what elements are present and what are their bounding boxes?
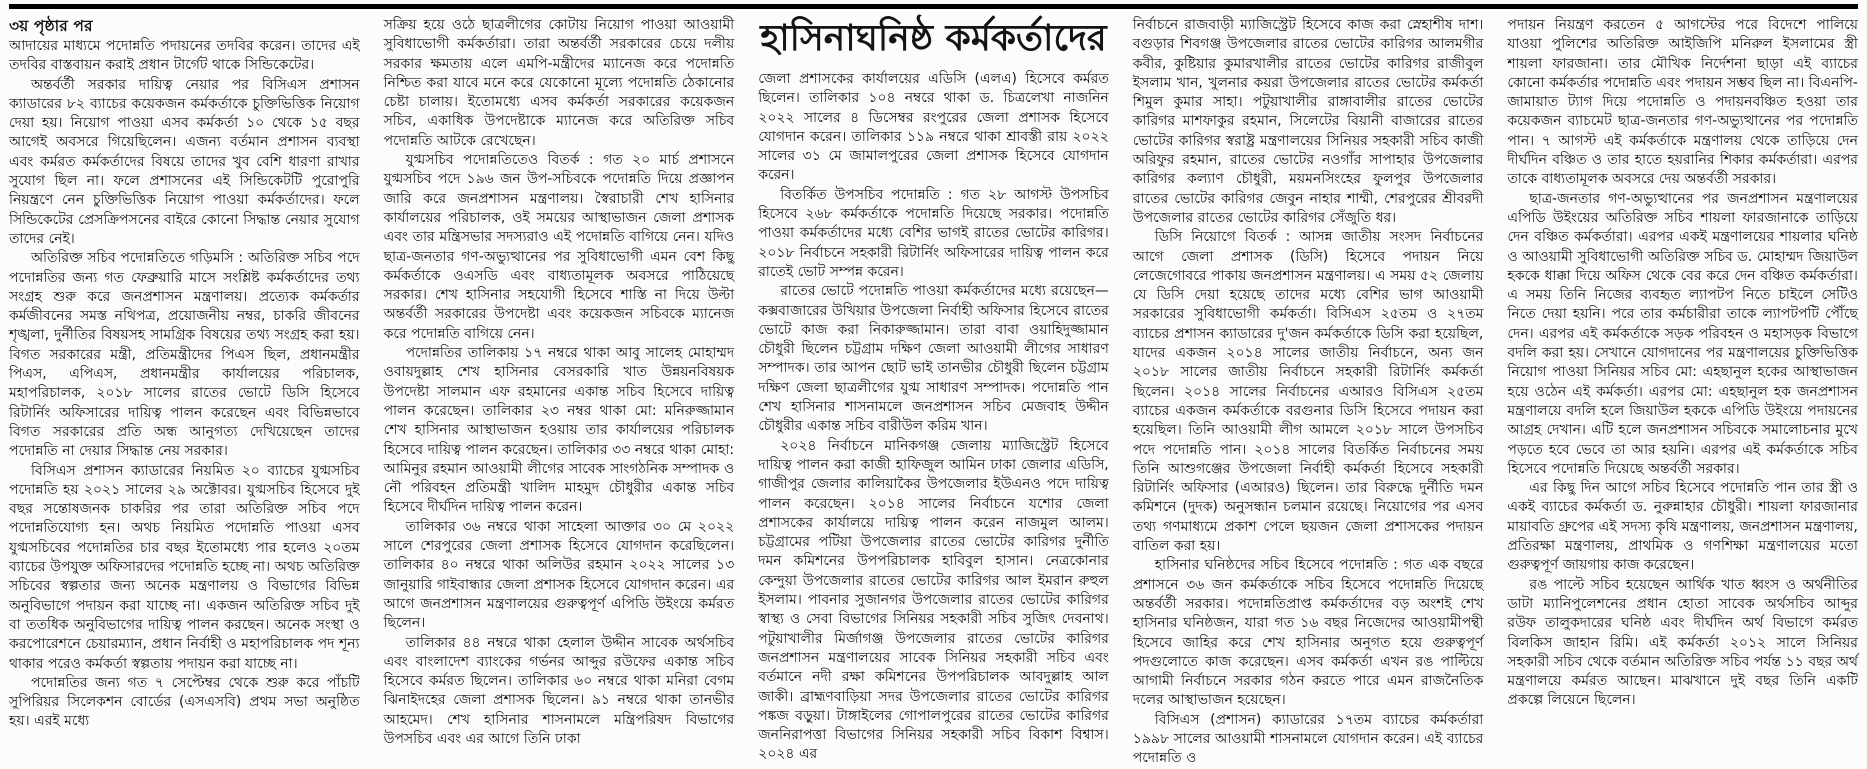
paragraph: ডিসি নিয়োগে বিতর্ক : আসন্ন জাতীয় সংসদ নির্বাচনের আগে জেলা প্রশাসক (ডিসি) হিসেবে পদায়ন নিয়ে লেজেগোবরে পাকায় জনপ্রশাসন মন্ত্রণালয়। এ সময় ৫২ জেলায় যে ডিসি দেয়া হয়েছে তাদের মধ্যে বেশির ভাগ আওয়ামী সরকারের সুবিধাভোগী কর্মকর্তা। বিসিএস ২৫তম ও ২৭তম ব্যাচের প্রশাসন ক্যাডারের দু'জন কর্মকর্তাকে ডিসি করা হয়েছিল, যাদের একজন ২০১৪ সালের জাতীয় নির্বাচনে, অন্য জন ২০১৮ সালের জাতীয় নির্বাচনে সহকারী রিটার্নিং কর্মকর্তা ছিলেন। ২০১৪ সালের নির্বাচনের এআরও বিসিএস ২৫তম ব্যাচের একজন কর্মকর্তাকে বরগুনার ডিসি হিসেবে পদায়ন করা হয়েছিল। তিনি আওয়ামী লীগ আমলে ২০১৮ সালে উপসচিব পদে পদোন্নতি পান। ২০১৪ সালের বিতর্কিত নির্বাচনের সময় তিনি আশুগঞ্জের উপজেলা নির্বাহী কর্মকর্তা হিসেবে সহকারী রিটার্নিং অফিসার (এআরও) ছিলেন। তার বিরুদ্ধে দুর্নীতি দমন কমিশনে (দুদক) অনুসন্ধান চলমান রয়েছে। নিয়োগের পর এসব তথ্য গণমাধ্যমে প্রকাশ পেলে ছয়জন জেলা প্রশাসকের পদায়ন বাতিল করা হয়। — [1132, 229, 1484, 555]
column-3 — [758, 16, 1109, 765]
article-headline: হাসিনাঘনিষ্ঠ কর্মকর্তাদের — [760, 18, 1107, 59]
top-rule-divider — [9, 4, 1858, 9]
paragraph: রঙ পাল্টে সচিব হয়েছেন আর্থিক খাত ধ্বংস ও অর্থনীতির ডাটা ম্যানিপুলেশনের প্রধান হোতা সাবেক অর্থসচিব আব্দুর রউফ তালুকদারের ঘনিষ্ঠ এবং দীর্ঘদিন অর্থ বিভাগে কর্মরত বিলকিস জাহান রিমি। এই কর্মকর্তা ২০১২ সালে সিনিয়র সহকারী সচিব থেকে বর্তমান অতিরিক্ত সচিব পর্যন্ত ১১ বছর অর্থ মন্ত্রণালয়ে কর্মরত আছেন। মাঝখানে দুই বছর তিনি একটি প্রকল্পে লিয়েনে ছিলেন। — [1507, 576, 1858, 709]
paragraph: সক্রিয় হয়ে ওঠে ছাত্রলীগের কোটায় নিয়োগ পাওয়া আওয়ামী সুবিধাভোগী কর্মকর্তারা। তারা অন্তর্বর্তী সরকারের চেয়ে দলীয় সরকার ক্ষমতায় এলে এমপি-মন্ত্রীদের ম্যানেজ করে পদোন্নতি নিশ্চিত করা যাবে মনে করে যেকোনো মূল্যে পদোন্নতি ঠেকানোর চেষ্টা চালায়। ইতোমধ্যে এসব কর্মকর্তা সরকারের কয়েকজন সচিব, একাধিক উপদেষ্টাকে ম্যানেজ করে অতিরিক্ত সচিব পদোন্নতি আটকে রেখেছেন। — [383, 17, 735, 149]
column-4 — [1133, 16, 1484, 769]
paragraph: বিসিএস (প্রশাসন) ক্যাডারের ১৭তম ব্যাচের কর্মকর্তারা ১৯৯৮ সালের আওয়ামী শাসনামলে যোগদান করেন। এই ব্যাচের পদোন্নতি ও — [1132, 711, 1484, 767]
paragraph: বিসিএস প্রশাসন ক্যাডারের নিয়মিত ২০ ব্যাচের যুগ্মসচিব পদোন্নতি হয় ২০২১ সালের ২৯ অক্টোবর। যুগ্মসচিব হিসেবে দুই বছর সন্তোষজনক চাকরির পর তারা অতিরিক্ত সচিব পদে পদোন্নতিযোগ্য হন। অথচ নিয়মিত পদোন্নতি পাওয়া এসব যুগ্মসচিবের পদোন্নতির চার বছর ইতোমধ্যে পার হলেও ২০তম ব্যাচের উপযুক্ত অফিসারদের পদোন্নতি হচ্ছে না। অথচ অতিরিক্ত সচিবের স্বল্পতার জন্য অনেক মন্ত্রণালয় ও বিভাগের বিভিন্ন অনুবিভাগে পদায়ন করা যাচ্ছে না। একজন অতিরিক্ত সচিব দুই বা ততধিক অনুবিভাগের দায়িত্ব পালন করছেন। অনেক সংস্থা ও করপোরেশনে চেয়ারম্যান, প্রধান নির্বাহী ও মহাপরিচালক পদ শূন্য থাকার পরেও কর্মকর্তা স্বল্পতায় পদায়ন করা যাচ্ছে না। — [9, 462, 360, 672]
paragraph: তালিকার ৪৪ নম্বরে থাকা হেলাল উদ্দীন সাবেক অর্থসচিব এবং বাংলাদেশ ব্যাংকের গর্ভনর আব্দুর রউফের একান্ত সচিব হিসেবে কর্মরত ছিলেন। তালিকার ৬০ নম্বরে থাকা মনিরা বেগম ঝিনাইদহের জেলা প্রশাসক ছিলেন। ৯১ নম্বরে থাকা তানভীর আহমেদ। শেখ হাসিনার শাসনামলে মন্ত্রিপরিষদ বিভাগের উপসচিব এবং এর আগে তিনি ঢাকা — [383, 634, 735, 747]
column-2 — [384, 16, 735, 749]
column-5 — [1507, 16, 1858, 711]
paragraph: রাতের ভোটে পদোন্নতি পাওয়া কর্মকর্তাদের মধ্যে রয়েছেন— কক্সবাজারের উখিয়ার উপজেলা নির্বাহী অফিসার হিসেবে রাতের ভোটে কাজ করা নিকারুজ্জামান। তারা বাবা ওয়াহিদুজ্জামান চৌধুরী ছিলেন চট্টগ্রাম দক্ষিণ জেলা আওয়ামী লীগের সাধারণ সম্পাদক। তার আপন ছোট ভাই তানভীর চৌধুরী ছিলেন চট্টগ্রাম দক্ষিণ জেলা ছাত্রলীগের যুগ্ম সাধারণ সম্পাদক। পদোন্নতি পান শেখ হাসিনার শাসনামলে জনপ্রশাসন সচিব মেজবাহ উদ্দীন চৌধুরীর একান্ত সচিব বারীউল করিম খান। — [758, 283, 1109, 435]
paragraph: অতিরিক্ত সচিব পদোন্নতিতে গড়িমসি : অতিরিক্ত সচিব পদে পদোন্নতির জন্য গত ফেব্রুয়ারি মাসে সংশ্লিষ্ট কর্মকর্তাদের তথ্য সংগ্রহ শুরু করে জনপ্রশাসন মন্ত্রণালয়। প্রত্যেক কর্মকর্তার কর্মজীবনের সমস্ত নথিপত্র, প্রয়োজনীয় নম্বর, চাকরি জীবনের শৃঙ্খলা, দুর্নীতির বিষয়সহ সামগ্রিক বিষয়ের তথ্য সংগ্রহ করা হয়। বিগত সরকারের মন্ত্রী, প্রতিমন্ত্রীদের পিএস ছিল, প্রধানমন্ত্রীর পিএস, এপিএস, প্রধানমন্ত্রীর কার্যালয়ের পরিচালক, মহাপরিচালক, ২০১৮ সালের রাতের ভোটে ডিসি হিসেবে রিটার্নিং অফিসারের দায়িত্ব পালন করেছেন এবং বিভিন্নভাবে বিগত সরকারের প্রতি অন্ধ আনুগত্য দেখিয়েছেন তাদের পদোন্নতি না দেয়ার সিদ্ধান্ত নেয় সরকার। — [9, 250, 360, 460]
paragraph: যুগ্মসচিব পদোন্নতিতেও বিতর্ক : গত ২০ মার্চ প্রশাসনে যুগ্মসচিব পদে ১৯৬ জন উপ-সচিবকে পদোন্নতি দিয়ে প্রজ্ঞাপন জারি করে জনপ্রশাসন মন্ত্রণালয়। স্বৈরাচারী শেখ হাসিনার কার্যালয়ের পরিচালক, ওই সময়ের আস্থাভাজন জেলা প্রশাসক এবং তার মন্ত্রিসভার সদস্যরাও এই পদোন্নতি বাগিয়ে নেন। যদিও ছাত্র-জনতার গণ-অভ্যুত্থানের পর সুবিধাভোগী এমন বেশ কিছু কর্মকর্তাকে ওএসডি এবং বাধ্যতামূলক অবসরে পাঠিয়েছে সরকার। শেখ হাসিনার সহযোগী হিসেবে শাস্তি না দিয়ে উল্টা অন্তর্বর্তী সরকারের উপদেষ্টা এবং কয়েকজন সচিবকে ম্যানেজ করে পদোন্নতি বাগিয়ে নেন। — [383, 152, 735, 342]
paragraph: তালিকার ৩৬ নম্বরে থাকা সাহেলা আক্তার ৩০ মে ২০২২ সালে শেরপুরের জেলা প্রশাসক হিসেবে যোগদান করেছিলেন। তালিকার ৪০ নম্বরে থাকা অলিউর রহমান ২০২২ সালের ১৩ জানুয়ারি গাইবান্ধার জেলা প্রশাসক হিসেবে যোগদান করেন। এর আগে জনপ্রশাসন মন্ত্রণালয়ের গুরুত্বপূর্ণ এপিডি উইংয়ে কর্মরত ছিলেন। — [383, 518, 735, 632]
continuation-label: ৩য় পৃষ্ঠার পর — [9, 17, 93, 35]
paragraph: হাসিনার ঘনিষ্ঠদের সচিব হিসেবে পদোন্নতি : গত এক বছরে প্রশাসনে ৩৬ জন কর্মকর্তাকে সচিব হিসেবে পদোন্নতি দিয়েছে অন্তর্বর্তী সরকার। পদোন্নতিপ্রাপ্ত কর্মকর্তাদের বড় অংশই শেখ হাসিনার ঘনিষ্ঠজন, যারা গত ১৬ বছর নিজেদের আওয়ামীপন্থী হিসেবে জাহির করে শেখ হাসিনার অনুগত হয়ে গুরুত্বপূর্ণ পদগুলোতে কাজ করেছেন। এসব কর্মকর্তা এখন রঙ পাল্টিয়ে আগামী নির্বাচনে সরকার গঠন করতে পারে এমন রাজনৈতিক দলের আস্থাভাজন হয়েছেন। — [1132, 557, 1484, 709]
paragraph: বিতর্কিত উপসচিব পদোন্নতি : গত ২৮ আগস্ট উপসচিব হিসেবে ২৬৮ কর্মকর্তাকে পদোন্নতি দিয়েছে সরকার। পদোন্নতি পাওয়া কর্মকর্তাদের মধ্যে বেশির ভাগই রাতের ভোটের কারিগর। ২০১৮ নির্বাচনে সহকারী রিটার্নিং অফিসারের দায়িত্ব পালন করে রাতেই ভোট সম্পন্ন করেন। — [758, 186, 1109, 280]
paragraph: জেলা প্রশাসকের কার্যালয়ের এডিসি (এলএ) হিসেবে কর্মরত ছিলেন। তালিকার ১০৪ নম্বরে থাকা ড. চিত্রলেখা নাজনিন ২০২২ সালের ৪ ডিসেম্বর রংপুরের জেলা প্রশাসক হিসেবে যোগদান করেন। তালিকার ১১৯ নম্বরে থাকা শ্রাবস্তী রায় ২০২২ সালের ৩১ মে জামালপুরের জেলা প্রশাসক হিসেবে যোগদান করেন। — [758, 71, 1109, 184]
paragraph: ছাত্র-জনতার গণ-অভ্যুত্থানের পর জনপ্রশাসন মন্ত্রণালয়ের এপিডি উইংয়ের অতিরিক্ত সচিব শায়লা ফারজানাকে তাড়িয়ে দেন বঞ্চিত কর্মকর্তারা। এরপর একই মন্ত্রণালয়ের শায়লার ঘনিষ্ঠ ও আওয়ামী সুবিধাভোগী অতিরিক্ত সচিব ড. মোহাম্মদ জিয়াউল হককে ধাক্কা দিয়ে অফিস থেকে বের করে দেন বঞ্চিত কর্মকর্তারা। এ সময় তিনি নিজের ব্যবহৃত ল্যাপটপ নিতে চাইলে সেটিও নিতে দেয়া হয়নি। পরে তার কর্মচারীরা তাকে ল্যাপটপটি পৌঁছে দেন। এরপর এই কর্মকর্তাকে সড়ক পরিবহন ও মহাসড়ক বিভাগে বদলি করা হয়। সেখানে যোগদানের পর মন্ত্রণালয়ের চুক্তিভিত্তিক নিয়োগ পাওয়া সিনিয়র সচিব মো: এহছানুল হকের আস্থাভাজন হয়ে ওঠেন এই কর্মকর্তা। এরপর মো: এহছানুল হক জনপ্রশাসন মন্ত্রণালয়ে বদলি হলে জিয়াউল হককে এপিডি উইংয়ে পদায়নের আগ্রহ দেখান। এটি হলে জনপ্রশাসন সচিবকে সমালোচনার মুখে পড়তে হবে ভেবে তা আর হয়নি। এরপর এই কর্মকর্তাকে সচিব হিসেবে পদোন্নতি দিয়েছে অন্তর্বর্তী সরকার। — [1507, 190, 1858, 477]
column-1 — [9, 16, 360, 732]
paragraph: পদোন্নতির তালিকায় ১৭ নম্বরে থাকা আবু সালেহ মোহাম্মদ ওবায়দুল্লাহ শেখ হাসিনার বেসরকারি খাত উন্নয়নবিষয়ক উপদেষ্টা সালমান এফ রহমানের একান্ত সচিব হিসেবে দায়িত্ব পালন করেছেন। তালিকার ২৩ নম্বর থাকা মো: মনিরুজ্জামান শেখ হাসিনার আস্থাভাজন হওয়ায় তার কার্যালয়ের পরিচালক হিসেবে দায়িত্ব পালন করেছেন। তালিকার ৩৩ নম্বরে থাকা মোহা: আমিনুর রহমান আওয়ামী লীগের সাবেক সাংগঠনিক সম্পাদক ও নৌ পরিবহন প্রতিমন্ত্রী খালিদ মাহমুদ চৌধুরীর একান্ত সচিব হিসেবে দীর্ঘদিন দায়িত্ব পালন করেন। — [383, 345, 735, 516]
paragraph: পদায়ন নিয়ন্ত্রণ করতেন ৫ আগস্টের পরে বিদেশে পালিয়ে যাওয়া পুলিশের অতিরিক্ত আইজিপি মনিরুল ইসলামের স্ত্রী শায়লা ফারজানা। তার মৌখিক নির্দেশনা ছাড়া এই ব্যাচের কোনো কর্মকর্তার পদোন্নতি এবং পদায়ন সম্ভব ছিল না। বিএনপি-জামায়াত ট্যাগ দিয়ে পদোন্নতি ও পদায়নবঞ্চিত হওয়া তার কয়েকজন ব্যাচমেট ছাত্র-জনতার গণ-অভ্যুত্থানের পর পদোন্নতি পান। ৭ আগস্ট এই কর্মকর্তাকে মন্ত্রণালয় থেকে তাড়িয়ে দেন দীর্ঘদিন বঞ্চিত ও তার হাতে হয়রানির শিকার কর্মকর্তারা। এরপর তাকে বাধ্যতামূলক অবসরে দেয় অন্তর্বর্তী সরকার। — [1507, 17, 1858, 188]
paragraph: আদায়ের মাধ্যমে পদোন্নতি পদায়নের তদবির করেন। তাদের এই তদবির বাস্তবায়ন করাই প্রধান টার্গেট থাকে সিন্ডিকেটের। — [9, 38, 360, 74]
paragraph: অন্তর্বর্তী সরকার দায়িত্ব নেয়ার পর বিসিএস প্রশাসন ক্যাডারের ৮২ ব্যাচের কয়েকজন কর্মকর্তাকে চুক্তিভিত্তিক নিয়োগ দেয়া হয়। নিয়োগ পাওয়া এসব কর্মকর্তা ১০ থেকে ১৫ বছর আগেই অবসরে গিয়েছিলেন। এজন্য বর্তমান প্রশাসন ব্যবস্থা এবং কর্মরত কর্মকর্তাদের বিষয়ে তাদের খুব বেশি ধারণা রাখার সুযোগ ছিল না। ফলে প্রশাসনের এই সিন্ডিকেটটি পুরোপুরি নিয়ন্ত্রণে নেন চুক্তিভিত্তিক নিয়োগ পাওয়া কর্মকর্তাদের। ফলে সিন্ডিকেটের প্রেসক্রিপসনের বাইরে কোনো সিদ্ধান্ত নেয়ার সুযোগ তাদের নেই। — [9, 76, 360, 247]
paragraph: নির্বাচনে রাজবাড়ী ম্যাজিস্ট্রেট হিসেবে কাজ করা স্নেহাশীষ দাশ। বগুড়ার শিবগঞ্জ উপজেলার রাতের ভোটের কারিগর আলমগীর কবীর, কুষ্টিয়ার কুমারখালীর রাতের ভোটের কারিগর রাজীবুল ইসলাম খান, খুলনার কয়রা উপজেলার রাতের ভোটের কর্মকর্তা শিমুল কুমার সাহা। পটুয়াখালীর রাঙ্গাবালীর রাতের ভোটের কারিগর মাশফাকুর রহমান, সিলেটের বিয়ানী বাজারের রাতের ভোটের কারিগর স্বরাষ্ট্র মন্ত্রণালয়ের সিনিয়র সহকারী সচিব কাজী অরিফুর রহমান, রাতের ভোটের নওগাঁর সাপাহার উপজেলার কারিগর কল্যাণ চৌধুরী, ময়মনসিংহের ফুলপুর উপজেলার রাতের ভোটের কারিগর জেবুন নাহার শাম্মী, শেরপুরের শ্রীবরদী উপজেলার রাতের ভোটের কারিগর সেঁজুতি ধর। — [1132, 17, 1484, 226]
paragraph: পদোন্নতির জন্য গত ৭ সেপ্টেম্বর থেকে শুরু করে পাঁচটি সুপিরিয়র সিলেকশন বোর্ডের (এসএসবি) প্রথম সভা অনুষ্ঠিত হয়। এরই মধ্যে — [9, 674, 360, 730]
paragraph: ২০২৪ নির্বাচনে মানিকগঞ্জ জেলায় ম্যাজিস্ট্রেট হিসেবে দায়িত্ব পালন করা কাজী হাফিজুল আমিন ঢাকা জেলার এডিসি, গাজীপুর জেলার কালিয়াকৈর উপজেলার ইউএনও পদে দায়িত্ব পালন করেছেন। ২০১৪ সালের নির্বাচনে যশোর জেলা প্রশাসকের কার্যালয়ে দায়িত্ব পালন করেন নাজমুল আলম। চট্টগ্রামের পটিয়া উপজেলার রাতের ভোটের কারিগর দুর্নীতি দমন কমিশনের উপপরিচালক হাবিবুল হাসান। নেত্রকোনার কেন্দুয়া উপজেলার রাতের ভোটের কারিগর আল ইমরান রুহুল ইসলাম। পাবনার সুজানগর উপজেলার রাতের ভোটের কারিগর স্বাস্থ্য ও সেবা বিভাগের সিনিয়র সহকারী সচিব সুজিৎ দেবনাথ। পটুয়াখালীর মির্জাগঞ্জ উপজেলার রাতের ভোটের কারিগর জনপ্রশাসন মন্ত্রণালয়ের সাবেক সিনিয়র সহকারী সচিব এবং বর্তমানে নদী রক্ষা কমিশনের উপপরিচালক আবদুল্লাহ আল জাকী। ব্রাহ্মণবাড়িয়া সদর উপজেলার রাতের ভোটের কারিগর পঙ্কজ বড়ুয়া। টাঙ্গাইলের গোপালপুরের রাতের ভোটের কারিগর জননিরাপত্তা বিভাগের সিনিয়র সহকারী সচিব বিকাশ বিশ্বাস। ২০২৪ এর — [758, 437, 1109, 763]
paragraph: এর কিছু দিন আগে সচিব হিসেবে পদোন্নতি পান তার স্ত্রী ও একই ব্যাচের কর্মকর্তা ড. নুরুন্নাহার চৌধুরী। শায়লা ফারজানার মায়াবতি গ্রুপের এই সদস্য কৃষি মন্ত্রণালয়, জনপ্রশাসন মন্ত্রণালয়, প্রতিরক্ষা মন্ত্রণালয়, প্রাথমিক ও গণশিক্ষা মন্ত্রণালয়ের মতো গুরুত্বপূর্ণ জায়গায় কাজ করেছেন। — [1507, 480, 1858, 574]
column-container — [9, 16, 1858, 769]
